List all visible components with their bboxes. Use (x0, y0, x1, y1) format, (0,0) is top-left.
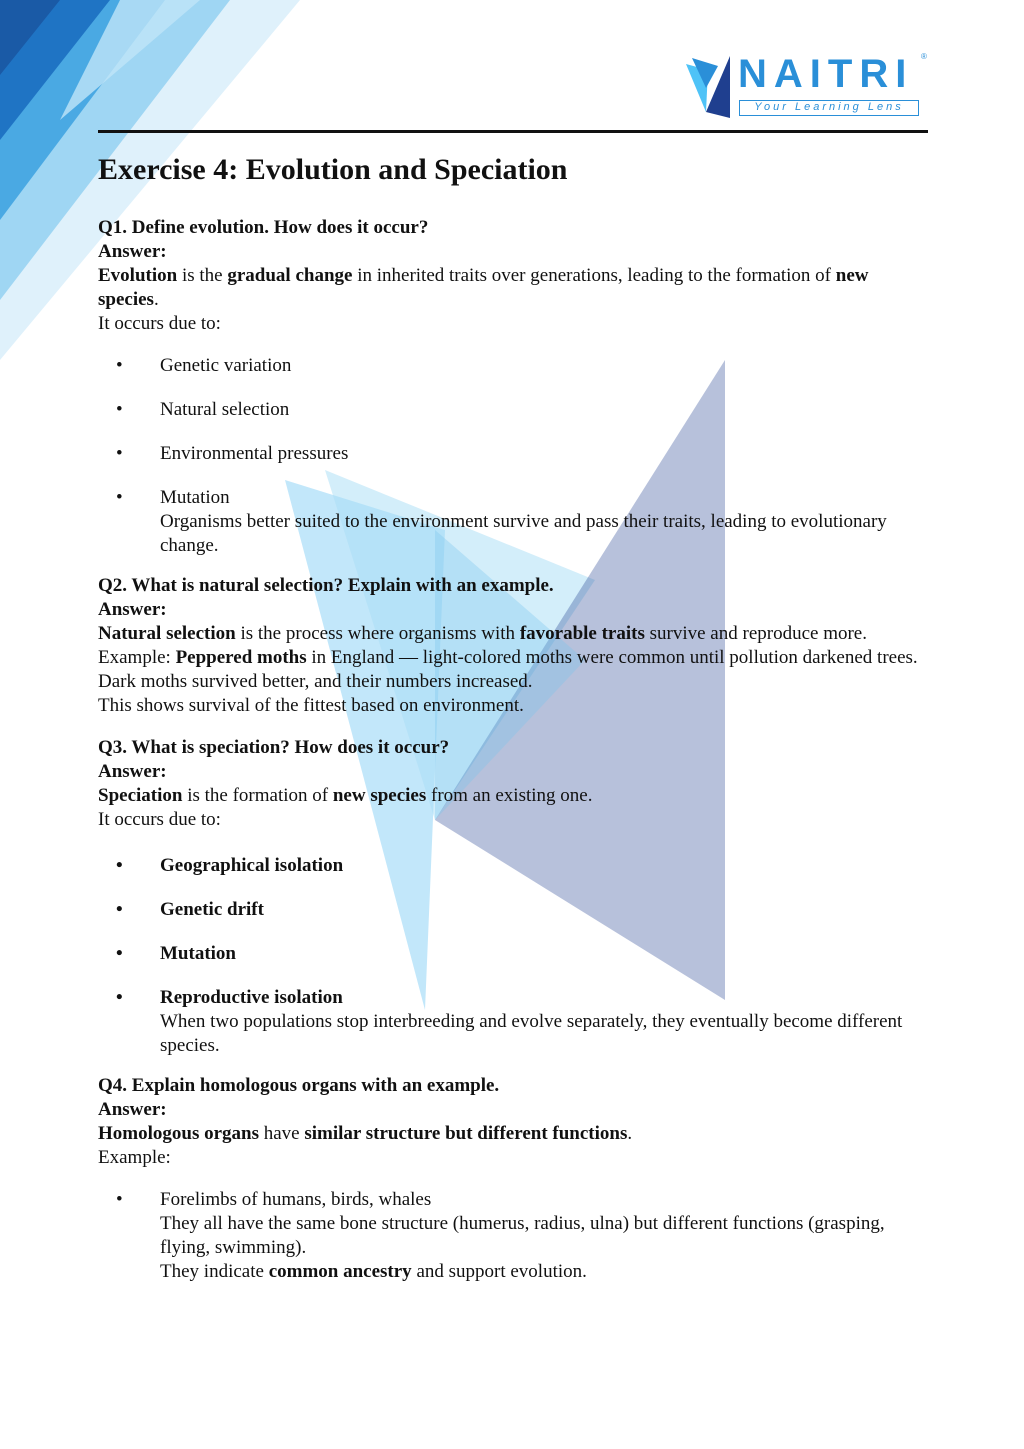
term: Peppered moths (175, 647, 307, 668)
question-2-text: Q2. What is natural selection? Explain with an example. (98, 575, 554, 596)
term: similar structure but different functions (304, 1123, 628, 1144)
answer-label: Answer: (98, 1099, 167, 1120)
q4-definition (98, 1122, 928, 1146)
brand-name: NAITRI (738, 52, 914, 96)
term: Natural selection (98, 623, 236, 644)
q4-list (98, 1188, 928, 1284)
text: is the formation of (182, 785, 333, 806)
q1-list (98, 354, 928, 558)
registered-mark: ® (921, 52, 927, 61)
text: They indicate (160, 1261, 269, 1282)
question-4-text: Q4. Explain homologous organs with an example. (98, 1075, 500, 1096)
term: Speciation (98, 785, 183, 806)
question-1 (98, 216, 928, 558)
q1-definition (98, 264, 928, 312)
brand-tagline: Your Learning Lens (739, 100, 919, 116)
term: new species (98, 265, 869, 310)
list-item (98, 486, 928, 558)
list-item (98, 442, 928, 466)
list-item (98, 398, 928, 422)
question-4 (98, 1074, 928, 1284)
question-3 (98, 736, 928, 1058)
q2-definition (98, 622, 928, 646)
text: survive and reproduce more. (644, 623, 867, 644)
list-item (98, 854, 928, 878)
brand-logo (684, 52, 934, 120)
list-item-text: Natural selection (160, 399, 290, 420)
list-note: When two populations stop interbreeding and evolve separately, they eventually become different species. (160, 1011, 903, 1056)
answer-label: Answer: (98, 761, 167, 782)
list-item-text: Forelimbs of humans, birds, whales (160, 1189, 432, 1210)
logo-mark-icon (684, 52, 734, 118)
list-note (160, 1260, 928, 1284)
text: have (259, 1123, 305, 1144)
list-note: They all have the same bone structure (humerus, radius, ulna) but different functions (grasping, flying, swimming). (160, 1213, 885, 1258)
list-item (98, 354, 928, 378)
term: common ancestry (268, 1261, 412, 1282)
q1-occurs: It occurs due to: (98, 313, 221, 334)
list-item-text: Mutation (160, 943, 236, 964)
q3-definition (98, 784, 928, 808)
term: favorable traits (519, 623, 645, 644)
list-item-text: Environmental pressures (160, 443, 349, 464)
answer-label: Answer: (98, 241, 167, 262)
text: . (627, 1123, 633, 1144)
document-body (98, 150, 928, 1300)
term: Evolution (98, 265, 178, 286)
text: . (153, 289, 159, 310)
term: gradual change (227, 265, 353, 286)
text: from an existing one. (426, 785, 593, 806)
text: Example: (98, 647, 176, 668)
term: new species (332, 785, 427, 806)
header-rule (98, 130, 928, 133)
list-item-text: Reproductive isolation (160, 987, 343, 1008)
exercise-title: Exercise 4: Evolution and Speciation (98, 153, 568, 186)
question-1-text: Q1. Define evolution. How does it occur? (98, 217, 429, 238)
list-item-text: Mutation (160, 487, 230, 508)
list-item (98, 1188, 928, 1284)
text: in inherited traits over generations, leading to the formation of (352, 265, 836, 286)
q3-list (98, 854, 928, 1058)
list-item-text: Genetic drift (160, 899, 264, 920)
q3-occurs: It occurs due to: (98, 809, 221, 830)
text: is the (177, 265, 228, 286)
list-note: Organisms better suited to the environment survive and pass their traits, leading to evolutionary change. (160, 511, 887, 556)
text: is the process where organisms with (235, 623, 520, 644)
answer-label: Answer: (98, 599, 167, 620)
q2-example (98, 646, 928, 694)
q2-conclusion: This shows survival of the fittest based on environment. (98, 695, 524, 716)
q4-example-label: Example: (98, 1147, 171, 1168)
list-item (98, 986, 928, 1058)
list-item-text: Genetic variation (160, 355, 292, 376)
question-3-text: Q3. What is speciation? How does it occur? (98, 737, 450, 758)
term: Homologous organs (98, 1123, 259, 1144)
text: and support evolution. (411, 1261, 587, 1282)
question-2 (98, 574, 928, 718)
list-item (98, 942, 928, 966)
list-item-text: Geographical isolation (160, 855, 344, 876)
text: in England — light-colored moths were common until pollution darkened trees. Dark moths survived better, and their numbers increased. (98, 647, 918, 692)
list-item (98, 898, 928, 922)
